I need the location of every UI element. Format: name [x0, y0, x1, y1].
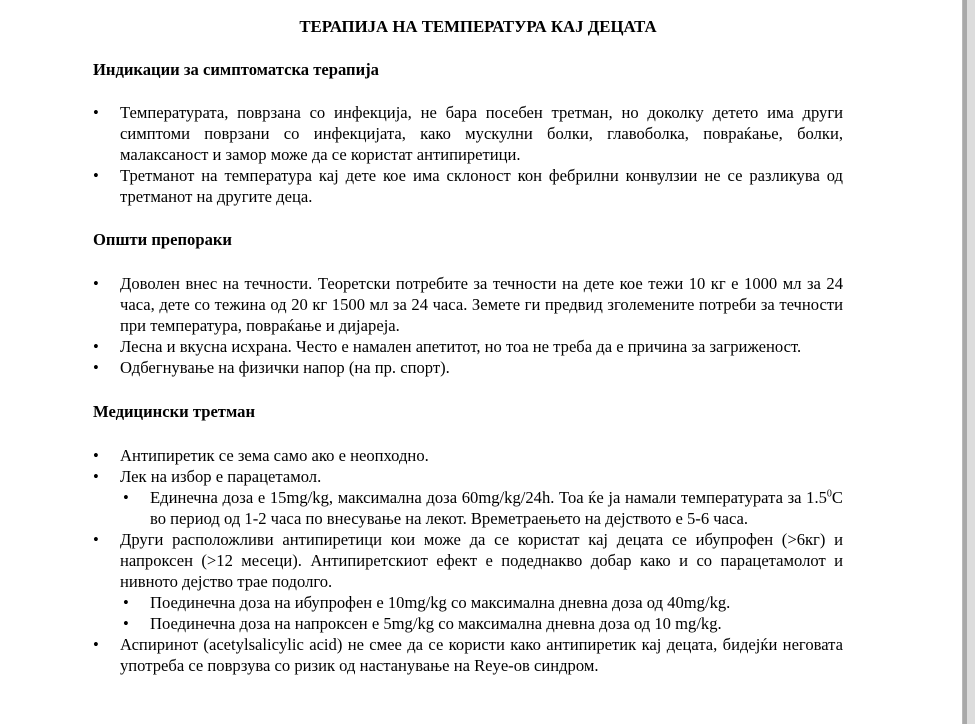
list-item-text: Одбегнување на физички напор (на пр. спорт).	[120, 358, 450, 377]
sub-item-text-end: C во период од 1-2 часа по внесување на лекот. Времетраењето на дејството е 5-6 часа.	[150, 488, 843, 528]
bullet-icon: •	[93, 337, 99, 356]
list-item	[93, 273, 843, 336]
list-item	[93, 529, 843, 592]
medical-list	[93, 445, 843, 487]
bullet-icon: •	[93, 635, 99, 654]
list-item	[93, 102, 843, 165]
window-edge-scrollbar[interactable]	[962, 0, 975, 724]
bullet-icon: •	[93, 358, 99, 377]
other-antipyretics-sublist	[93, 592, 843, 634]
list-item-text: Лек на избор е парацетамол.	[120, 467, 322, 486]
medical-list-continued	[93, 529, 843, 592]
list-item	[93, 634, 843, 676]
list-item	[93, 445, 843, 466]
sub-list-item	[93, 487, 843, 529]
list-item-text: Други расположливи антипиретици кои може да се користат кај децата се ибупрофен (>6кг) и напроксен (>12 месеци). Антипиретскиот ефект е подеднакво добар како и со парацетамолот и нивното дејство трае подолго.	[120, 530, 843, 591]
bullet-icon: •	[123, 488, 129, 507]
indications-list	[93, 102, 843, 207]
bullet-icon: •	[123, 593, 129, 612]
list-item-text: Антипиретик се зема само ако е неопходно.	[120, 446, 429, 465]
bullet-icon: •	[123, 614, 129, 633]
list-item	[93, 357, 843, 378]
list-item	[93, 336, 843, 357]
bullet-icon: •	[93, 530, 99, 549]
paracetamol-sublist	[93, 487, 843, 529]
document-title: ТЕРАПИЈА НА ТЕМПЕРАТУРА КАЈ ДЕЦАТА	[299, 17, 657, 36]
bullet-icon: •	[93, 166, 99, 185]
window-edge-shadow	[963, 0, 967, 724]
section-heading-general: Општи препораки	[93, 230, 232, 249]
bullet-icon: •	[93, 274, 99, 293]
section-heading-medical: Медицински третман	[93, 402, 256, 421]
sub-item-text: Поединечна доза на ибупрофен е 10mg/kg со максимална дневна доза од 40mg/kg.	[150, 593, 731, 612]
list-item-text: Доволен внес на течности. Теоретски потребите за течности на дете кое тежи 10 кг е 1000 мл за 24 часа, дете со тежина од 20 кг 1500 мл за 24 часа. Земете ги предвид зголемените потреби за течности при температура, повраќање и дијареја.	[120, 274, 843, 335]
sub-item-text: Поединечна доза на напроксен е 5mg/kg со максимална дневна доза од 10 mg/kg.	[150, 614, 722, 633]
list-item-text: Лесна и вкусна исхрана. Често е намален апетитот, но тоа не треба да е причина за загриженост.	[120, 337, 802, 356]
medical-list-final	[93, 634, 843, 676]
list-item-text: Температурата, поврзана со инфекција, не бара посебен третман, но доколку детето има други симптоми поврзани со инфекцијата, како мускулни болки, главоболка, повраќање, болки, малаксаност и замор може да се користат антипиретици.	[120, 103, 843, 164]
section-heading-indications: Индикации за симптоматска терапија	[93, 60, 379, 79]
degree-superscript: 0	[826, 488, 832, 500]
bullet-icon: •	[93, 103, 99, 122]
list-item	[93, 466, 843, 487]
bullet-icon: •	[93, 467, 99, 486]
list-item	[93, 165, 843, 207]
document-page	[93, 14, 843, 676]
list-item-text: Аспиринот (acetylsalicylic acid) не смее да се користи како антипиретик кај децата, бидејќи неговата употреба се поврзува со ризик од настанување на Reye-ов синдром.	[120, 635, 843, 675]
sub-list-item	[93, 613, 843, 634]
general-list	[93, 273, 843, 378]
bullet-icon: •	[93, 446, 99, 465]
sub-list-item	[93, 592, 843, 613]
sub-item-text-start: Единечна доза е 15mg/kg, максимална доза 60mg/kg/24h. Тоа ќе ја намали температурата за 1.5	[150, 488, 827, 507]
list-item-text: Третманот на температура кај дете кое има склоност кон фебрилни конвулзии не се разликува од третманот на другите деца.	[120, 166, 843, 206]
